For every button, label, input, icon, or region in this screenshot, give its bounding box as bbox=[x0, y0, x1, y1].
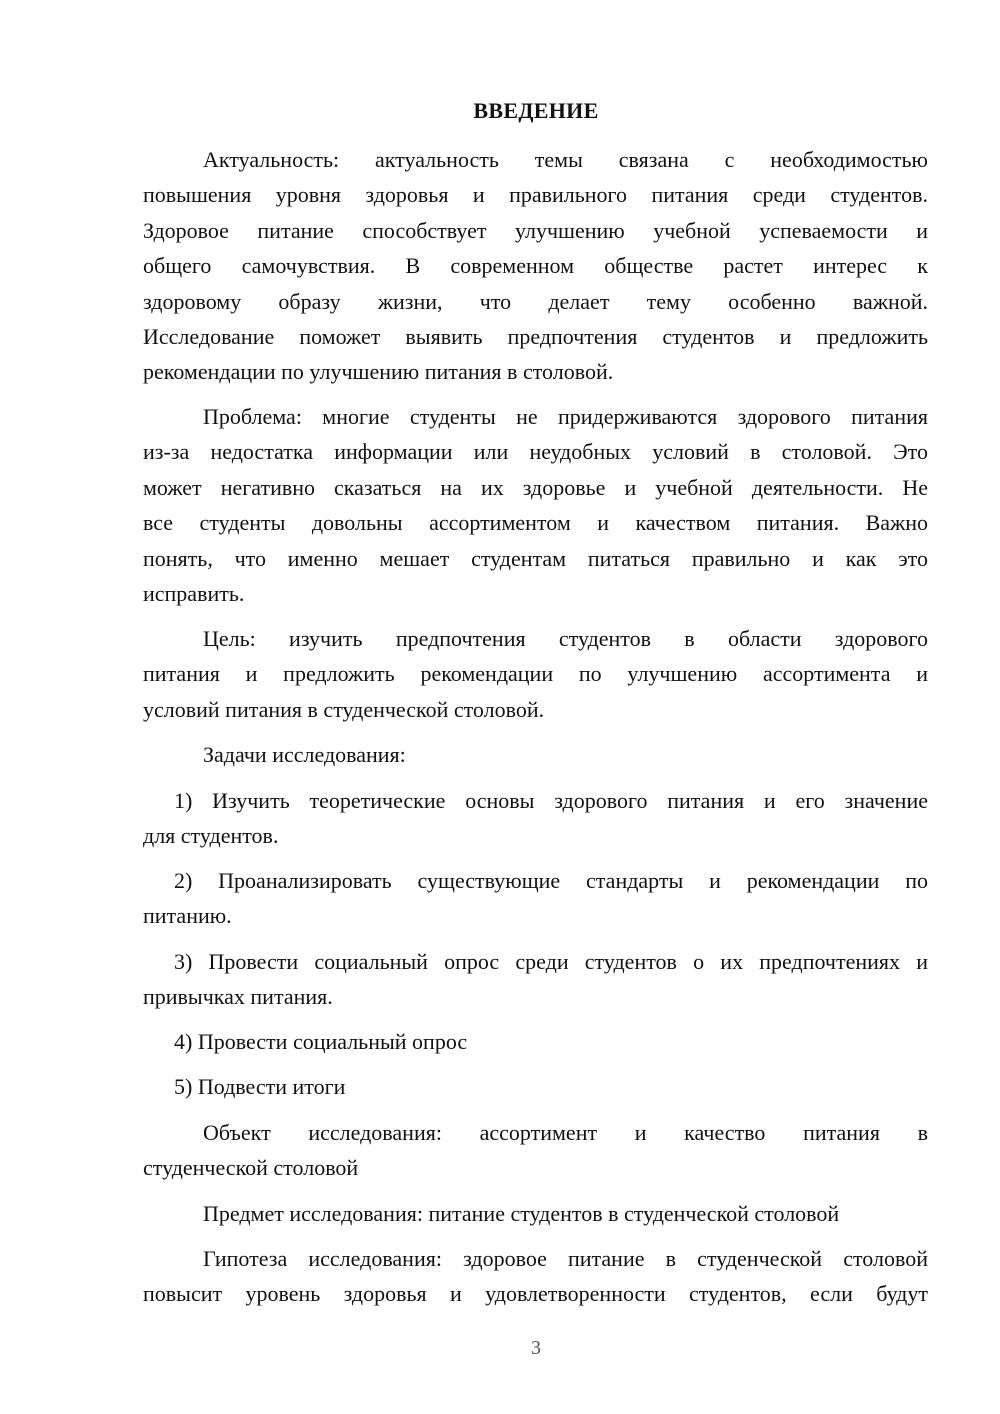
text-line: общего самочувствия. В современном обществе растет интерес к bbox=[143, 253, 928, 279]
text-line: питания и предложить рекомендации по улучшению ассортимента и bbox=[143, 661, 928, 687]
goal-paragraph bbox=[143, 621, 928, 727]
task-item-4 bbox=[143, 1024, 928, 1059]
text-line: рекомендации по улучшению питания в столовой. bbox=[143, 359, 614, 385]
text-line: 3) Провести социальный опрос среди студентов о их предпочтениях и bbox=[174, 949, 928, 974]
text-line: Здоровое питание способствует улучшению учебной успеваемости и bbox=[143, 217, 928, 243]
text-line: Предмет исследования: питание студентов в студенческой столовой bbox=[203, 1201, 840, 1226]
text-line: 2) Проанализировать существующие стандарты и рекомендации по bbox=[174, 868, 928, 893]
subject-paragraph bbox=[143, 1196, 928, 1231]
text-line: Проблема: многие студенты не придерживаются здорового питания bbox=[203, 404, 928, 429]
text-line: исправить. bbox=[143, 581, 245, 607]
section-heading: ВВЕДЕНИЕ bbox=[473, 98, 599, 123]
task-item-5 bbox=[143, 1069, 928, 1104]
text-line: для студентов. bbox=[143, 823, 279, 849]
relevance-paragraph bbox=[143, 142, 928, 390]
text-line: привычках питания. bbox=[143, 984, 333, 1010]
text-line: Цель: изучить предпочтения студентов в области здорового bbox=[203, 626, 928, 651]
hypothesis-paragraph bbox=[143, 1241, 928, 1312]
object-paragraph bbox=[143, 1115, 928, 1186]
task-item-1 bbox=[143, 783, 928, 854]
text-line: 5) Подвести итоги bbox=[174, 1074, 346, 1099]
text-line: питанию. bbox=[143, 903, 232, 929]
page-number: 3 bbox=[531, 1337, 541, 1359]
text-line: из-за недостатка информации или неудобных условий в столовой. Это bbox=[143, 439, 928, 465]
text-line: может негативно сказаться на их здоровье и учебной деятельности. Не bbox=[143, 474, 928, 500]
text-line: все студенты довольны ассортиментом и качеством питания. Важно bbox=[143, 510, 928, 536]
text-line: Исследование поможет выявить предпочтения студентов и предложить bbox=[143, 324, 928, 350]
text-line: Задачи исследования: bbox=[203, 742, 406, 767]
task-item-2 bbox=[143, 863, 928, 934]
text-line: Актуальность: актуальность темы связана с необходимостью bbox=[203, 147, 928, 172]
text-line: повышения уровня здоровья и правильного питания среди студентов. bbox=[143, 182, 928, 208]
text-line: понять, что именно мешает студентам питаться правильно и как это bbox=[143, 545, 928, 571]
text-line: 1) Изучить теоретические основы здорового питания и его значение bbox=[174, 788, 928, 813]
problem-paragraph bbox=[143, 399, 928, 611]
task-item-3 bbox=[143, 944, 928, 1015]
text-line: Объект исследования: ассортимент и качество питания в bbox=[203, 1120, 928, 1145]
text-line: здоровому образу жизни, что делает тему особенно важной. bbox=[143, 288, 928, 314]
text-line: студенческой столовой bbox=[143, 1155, 359, 1181]
text-line: Гипотеза исследования: здоровое питание в студенческой столовой bbox=[203, 1246, 928, 1271]
text-line: условий питания в студенческой столовой. bbox=[143, 696, 545, 722]
text-line: 4) Провести социальный опрос bbox=[174, 1029, 468, 1054]
tasks-heading bbox=[143, 737, 928, 772]
text-line: повысит уровень здоровья и удовлетворенности студентов, если будут bbox=[143, 1281, 928, 1307]
